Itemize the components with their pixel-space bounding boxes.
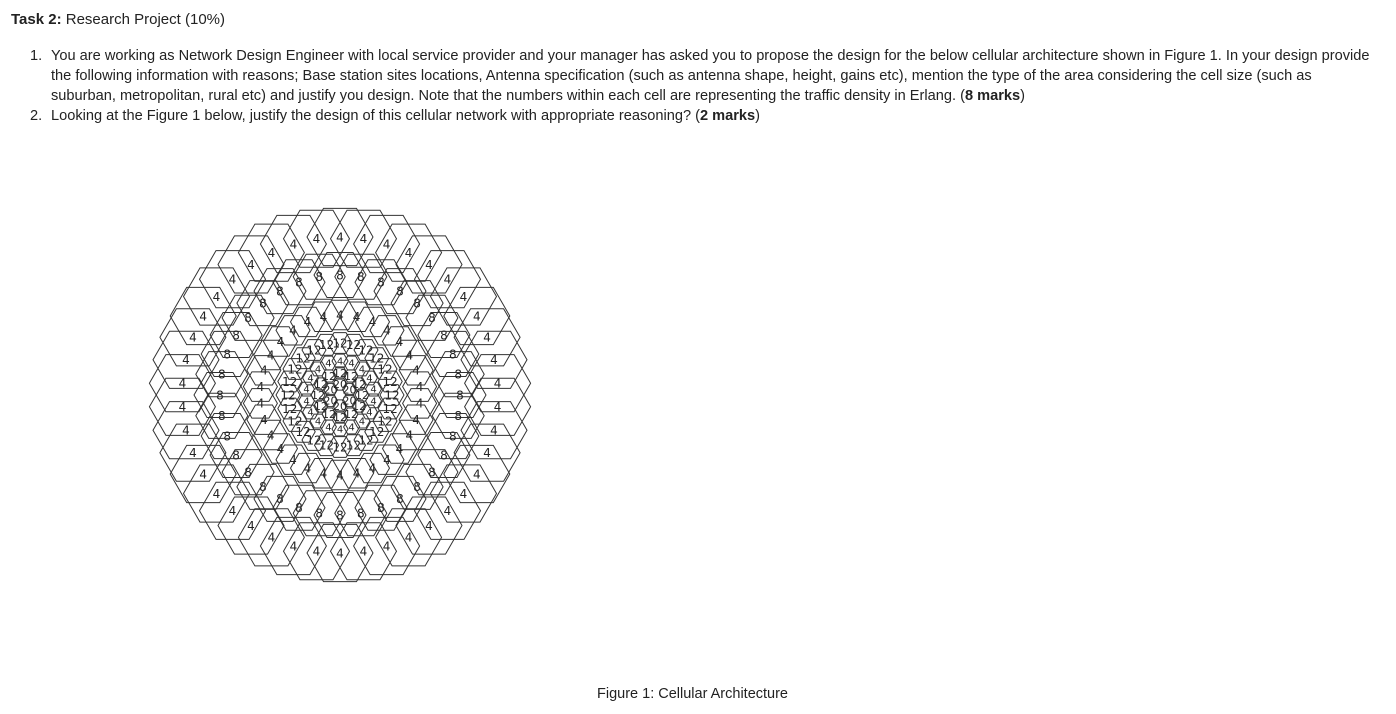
cell-traffic-label: 4 xyxy=(382,539,391,554)
cell-traffic-label: 4 xyxy=(314,416,322,428)
cell-traffic-label: 12 xyxy=(332,336,348,351)
cell-traffic-label: 4 xyxy=(368,461,377,476)
cell-traffic-label: 8 xyxy=(223,347,232,362)
cell-traffic-label: 8 xyxy=(356,270,365,285)
cell-traffic-label: 8 xyxy=(456,388,464,403)
cell-traffic-label: 8 xyxy=(440,448,448,463)
cell-traffic-label: 12 xyxy=(333,367,347,380)
cell-traffic-label: 4 xyxy=(336,468,344,483)
cell-traffic-label: 20 xyxy=(342,383,357,397)
cell-traffic-label: 8 xyxy=(396,492,404,507)
cell-traffic-label: 12 xyxy=(345,338,362,353)
cell-traffic-label: 4 xyxy=(404,530,413,545)
question-close: ) xyxy=(1020,88,1026,104)
cell-traffic-label: 4 xyxy=(443,272,452,287)
cell-traffic-label: 12 xyxy=(382,374,398,389)
cell-traffic-label: 4 xyxy=(303,315,312,330)
question-text: Looking at the Figure 1 below, justify the design of this cellular network with appropriate reasoning? ( xyxy=(51,108,700,124)
cell-traffic-label: 12 xyxy=(282,374,298,389)
question-text: You are working as Network Design Engineer with local service provider and your manager has asked you to propose the design for the below cellular architecture shown in Figure 1. In your design provide the following information with reasons; Base station sites locations, Antenna specification (such as antenna shape, height, gains etc), mention the type of the area considering the cell size (such as suburban, metropolitan, rural etc) and justify you design. Note that the numbers within each cell are representing the traffic density in Erlang. ( xyxy=(51,48,1370,104)
cell-traffic-label: 12 xyxy=(369,351,385,366)
cell-traffic-label: 4 xyxy=(366,407,373,419)
cell-traffic-label: 12 xyxy=(352,378,367,391)
cell-traffic-label: 20 xyxy=(333,378,347,391)
cell-traffic-label: 4 xyxy=(359,544,368,559)
cell-traffic-label: 12 xyxy=(313,378,328,391)
cell-traffic-label: 4 xyxy=(368,315,377,330)
cell-traffic-label: 4 xyxy=(314,364,322,376)
cell-traffic-label: 4 xyxy=(276,441,285,456)
question-list xyxy=(30,46,1380,126)
cell-traffic-label: 4 xyxy=(325,422,332,434)
cell-traffic-label: 8 xyxy=(377,501,385,516)
cell-traffic-label: 12 xyxy=(322,408,336,421)
cell-traffic-label: 4 xyxy=(312,544,321,559)
cell-traffic-label: 4 xyxy=(303,461,312,476)
cell-traffic-label: 4 xyxy=(303,396,310,408)
cell-traffic-label: 8 xyxy=(336,508,344,523)
cell-traffic-label: 4 xyxy=(307,407,314,419)
cell-traffic-label: 12 xyxy=(377,362,393,377)
task-heading xyxy=(11,10,225,30)
cell-traffic-label: 4 xyxy=(459,486,468,501)
cell-traffic-label: 4 xyxy=(382,237,391,252)
cell-traffic-label: 4 xyxy=(404,246,413,260)
cell-traffic-label: 4 xyxy=(383,453,391,467)
cell-traffic-label: 4 xyxy=(359,232,368,247)
cell-traffic-label: 8 xyxy=(223,429,232,444)
cell-traffic-label: 4 xyxy=(412,363,420,378)
cell-traffic-label: 4 xyxy=(348,358,355,370)
cell-traffic-label: 8 xyxy=(454,409,463,424)
cell-traffic-label: 8 xyxy=(244,465,252,480)
cell-traffic-label: 12 xyxy=(306,343,322,358)
cell-traffic-label: 8 xyxy=(413,296,421,311)
cell-traffic-label: 4 xyxy=(289,453,297,467)
cell-traffic-label: 4 xyxy=(178,376,187,391)
cell-traffic-label: 4 xyxy=(267,530,276,545)
cell-traffic-label: 4 xyxy=(383,323,391,338)
cell-traffic-label: 4 xyxy=(358,416,366,428)
cell-traffic-label: 8 xyxy=(232,328,240,343)
cell-traffic-label: 4 xyxy=(336,546,344,561)
cell-traffic-label: 8 xyxy=(259,296,267,311)
cell-traffic-label: 4 xyxy=(228,504,237,519)
cell-traffic-label: 4 xyxy=(247,257,255,272)
cell-traffic-label: 4 xyxy=(336,424,344,436)
cell-traffic-label: 12 xyxy=(344,408,358,421)
cell-traffic-label: 12 xyxy=(282,401,298,416)
cell-traffic-label: 12 xyxy=(313,400,328,413)
cell-traffic-label: 4 xyxy=(472,467,481,482)
cell-traffic-label: 8 xyxy=(276,284,284,299)
cell-traffic-label: 4 xyxy=(395,334,404,349)
cell-traffic-label: 4 xyxy=(267,246,276,260)
cell-traffic-label: 4 xyxy=(490,353,498,368)
cell-traffic-label: 4 xyxy=(425,518,433,533)
cell-traffic-label: 4 xyxy=(228,272,237,287)
cell-traffic-label: 8 xyxy=(336,268,344,283)
cell-traffic-label: 12 xyxy=(358,343,374,358)
cell-traffic-label: 4 xyxy=(260,413,268,427)
cell-traffic-label: 8 xyxy=(315,270,324,285)
cell-traffic-label: 4 xyxy=(266,348,275,363)
cell-traffic-label: 8 xyxy=(244,311,252,326)
cell-traffic-label: 4 xyxy=(199,309,208,324)
cell-traffic-label: 12 xyxy=(332,440,348,455)
cell-traffic-label: 4 xyxy=(312,232,321,247)
cell-traffic-label: 12 xyxy=(295,351,311,366)
cell-traffic-label: 4 xyxy=(319,466,328,481)
cell-traffic-label: 4 xyxy=(352,310,361,325)
cell-traffic-label: 8 xyxy=(356,506,365,521)
cell-traffic-label: 12 xyxy=(345,438,362,453)
cell-traffic-label: 8 xyxy=(448,347,457,362)
cell-traffic-label: 4 xyxy=(307,373,314,385)
cell-traffic-label: 8 xyxy=(216,388,224,403)
cell-traffic-label: 8 xyxy=(454,367,463,382)
question-number: 2. xyxy=(30,108,43,124)
cell-traffic-label: 4 xyxy=(289,323,297,338)
cell-traffic-label: 12 xyxy=(322,369,336,383)
cell-traffic-label: 4 xyxy=(336,308,344,323)
cell-traffic-label: 4 xyxy=(352,466,361,481)
cell-traffic-label: 4 xyxy=(336,230,344,245)
cell-traffic-label: 4 xyxy=(247,518,255,533)
question-close: ) xyxy=(755,108,761,124)
cell-traffic-label: 20 xyxy=(342,394,357,408)
cell-traffic-label: 8 xyxy=(377,275,385,290)
cell-traffic-label: 4 xyxy=(199,467,208,482)
cell-traffic-label: 4 xyxy=(370,384,377,396)
cell-traffic-label: 8 xyxy=(428,311,436,326)
cell-traffic-label: 12 xyxy=(377,414,393,429)
cell-traffic-label: 8 xyxy=(276,492,284,507)
cell-traffic-label: 4 xyxy=(493,376,502,391)
question-item xyxy=(30,46,1380,106)
cell-traffic-label: 12 xyxy=(287,362,303,377)
cell-traffic-label: 4 xyxy=(366,373,373,385)
cell-traffic-label: 4 xyxy=(395,441,404,456)
cell-traffic-label: 12 xyxy=(352,400,367,413)
cell-traffic-label: 12 xyxy=(358,433,374,448)
cell-traffic-label: 4 xyxy=(266,428,275,443)
cell-traffic-label: 20 xyxy=(333,400,347,413)
cell-traffic-label: 8 xyxy=(232,448,240,463)
cell-traffic-label: 8 xyxy=(315,506,324,521)
cell-traffic-label: 8 xyxy=(295,275,303,290)
cell-traffic-label: 8 xyxy=(295,501,303,516)
cell-traffic-label: 4 xyxy=(256,396,265,411)
cell-traffic-label: 12 xyxy=(355,389,369,402)
cell-traffic-label: 4 xyxy=(472,309,481,324)
cell-traffic-label: 8 xyxy=(217,367,226,382)
cell-traffic-label: 20 xyxy=(323,394,338,408)
cell-traffic-label: 4 xyxy=(303,384,310,396)
cell-traffic-label: 4 xyxy=(490,423,498,438)
cell-traffic-label: 12 xyxy=(382,401,398,416)
cell-traffic-label: 4 xyxy=(212,486,221,501)
cell-traffic-label: 4 xyxy=(189,446,197,460)
cell-traffic-label: 4 xyxy=(415,380,424,394)
cell-traffic-label: 12 xyxy=(280,388,296,403)
question-marks: 8 marks xyxy=(964,88,1021,104)
cell-traffic-label: 4 xyxy=(256,380,265,394)
cell-traffic-label: 8 xyxy=(396,284,404,299)
cell-traffic-label: 4 xyxy=(493,400,502,415)
cell-traffic-label: 4 xyxy=(325,358,332,370)
cell-traffic-label: 4 xyxy=(415,396,424,411)
cell-traffic-label: 4 xyxy=(358,364,366,376)
cell-traffic-label: 12 xyxy=(295,425,311,440)
cell-traffic-label: 8 xyxy=(259,480,267,495)
cell-traffic-label: 12 xyxy=(318,338,335,353)
cell-traffic-label: 12 xyxy=(344,369,358,383)
cell-traffic-label: 12 xyxy=(333,411,347,424)
cell-traffic-label: 4 xyxy=(182,353,190,368)
cell-traffic-label: 4 xyxy=(405,428,414,443)
cell-traffic-label: 4 xyxy=(289,539,298,554)
cell-traffic-label: 8 xyxy=(448,429,457,444)
figure-caption: Figure 1: Cellular Architecture xyxy=(597,686,788,702)
cell-traffic-label: 4 xyxy=(276,334,285,349)
cell-traffic-label: 4 xyxy=(182,423,190,438)
cell-traffic-label: 4 xyxy=(289,237,298,252)
cell-traffic-label: 8 xyxy=(217,409,226,424)
cell-traffic-label: 12 xyxy=(311,389,325,402)
cell-traffic-label: 4 xyxy=(260,363,268,378)
cell-traffic-label: 12 xyxy=(318,438,335,453)
cell-traffic-label: 4 xyxy=(459,289,468,304)
cell-traffic-label: 4 xyxy=(412,413,420,427)
cell-traffic-label: 12 xyxy=(384,388,400,403)
cell-traffic-label: 4 xyxy=(443,504,452,519)
cell-traffic-label: 4 xyxy=(370,396,377,408)
cell-traffic-label: 12 xyxy=(369,425,385,440)
question-marks: 2 marks xyxy=(699,108,756,124)
cell-traffic-label: 4 xyxy=(178,400,187,415)
task-title: Research Project (10%) xyxy=(61,11,225,28)
cell-traffic-label: 4 xyxy=(212,289,221,304)
cell-traffic-label: 8 xyxy=(428,465,436,480)
cell-traffic-label: 4 xyxy=(319,310,328,325)
cell-traffic-label: 8 xyxy=(440,328,448,343)
cell-traffic-label: 4 xyxy=(405,348,414,363)
cellular-architecture-diagram xyxy=(100,170,580,660)
cell-traffic-label: 8 xyxy=(413,480,421,495)
cell-traffic-label: 12 xyxy=(306,433,322,448)
question-item xyxy=(30,106,1380,126)
cell-traffic-label: 20 xyxy=(323,383,338,397)
question-number: 1. xyxy=(30,48,43,64)
task-label: Task 2: xyxy=(11,11,62,28)
cell-traffic-label: 4 xyxy=(483,330,491,345)
cell-traffic-label: 4 xyxy=(189,330,197,345)
cell-traffic-label: 4 xyxy=(425,257,433,272)
cell-traffic-label: 12 xyxy=(287,414,303,429)
cell-traffic-label: 4 xyxy=(348,422,355,434)
cell-traffic-label: 4 xyxy=(336,356,344,368)
cell-traffic-label: 4 xyxy=(483,446,491,460)
